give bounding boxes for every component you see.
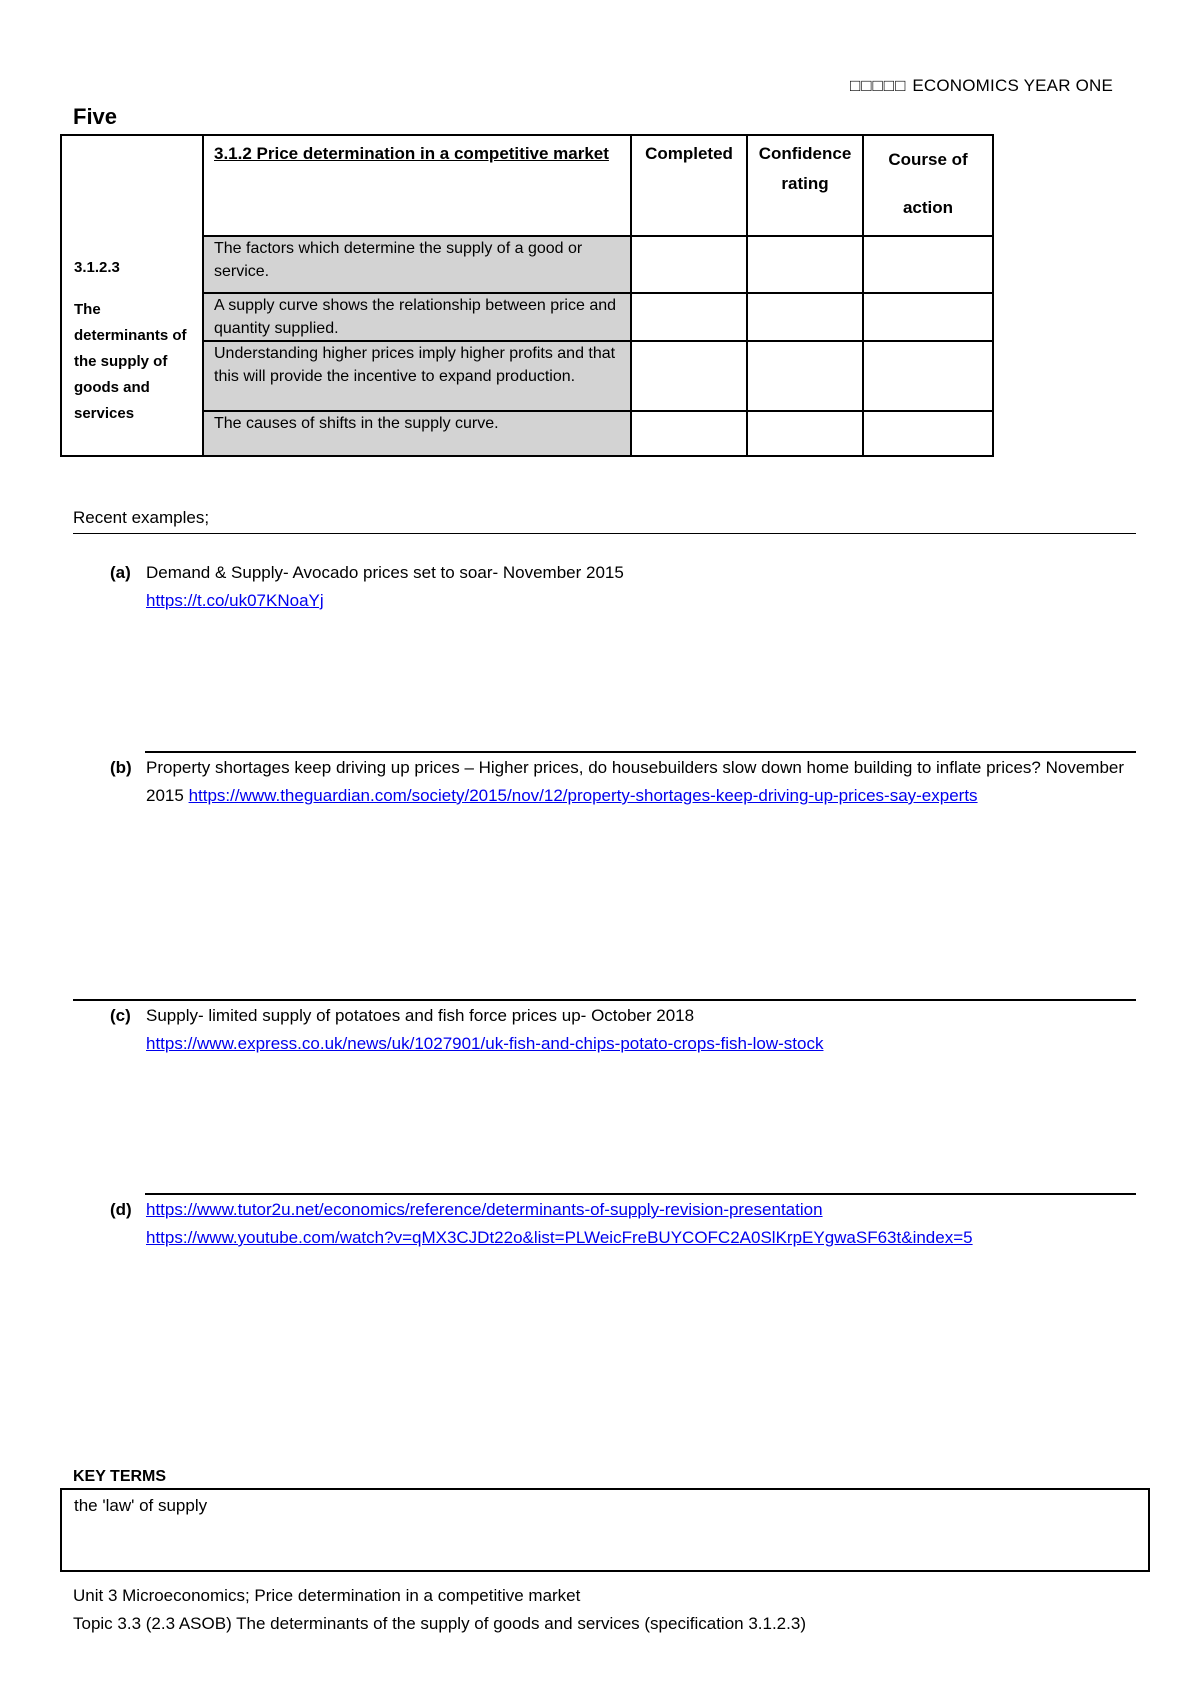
example-text: Property shortages keep driving up prices – Higher prices, do housebuilders slow down home building to inflate prices? November 2015 — [146, 758, 1125, 805]
answer-line — [145, 751, 1136, 753]
spec-description: The determinants of the supply of goods and services — [74, 300, 187, 422]
column-confidence-rating: Confidence rating — [747, 135, 863, 236]
header-placeholder-glyphs: □□□□□ — [850, 76, 907, 95]
spec-row-text: The factors which determine the supply of a good or service. — [203, 236, 631, 293]
answer-line — [73, 999, 1136, 1001]
header-course: ECONOMICS YEAR ONE — [912, 76, 1114, 95]
example-link[interactable]: https://www.youtube.com/watch?v=qMX3CJDt22o&list=PLWeicFreBUYCOFC2A0SlKrpEYgwaSF63t&index=5 — [146, 1228, 973, 1247]
spec-row-text: Understanding higher prices imply higher profits and that this will provide the incentive to expand production. — [203, 341, 631, 411]
key-terms-heading: KEY TERMS — [73, 1468, 167, 1485]
example-text: Demand & Supply- Avocado prices set to soar- November 2015 — [146, 563, 624, 582]
completed-cell[interactable] — [631, 293, 747, 341]
footer-unit: Unit 3 Microeconomics; Price determination in a competitive market — [73, 1586, 581, 1605]
example-text: Supply- limited supply of potatoes and fish force prices up- October 2018 — [146, 1006, 695, 1025]
footer-topic: Topic 3.3 (2.3 ASOB) The determinants of the supply of goods and services (specification 3.1.2.3) — [73, 1614, 806, 1633]
example-link[interactable]: https://www.express.co.uk/news/uk/1027901/uk-fish-and-chips-potato-crops-fish-low-stock — [146, 1034, 824, 1053]
example-label: (b) — [110, 758, 132, 777]
example-link[interactable]: https://www.theguardian.com/society/2015/nov/12/property-shortages-keep-driving-up-prices-say-experts — [188, 786, 978, 805]
spec-code: 3.1.2.3 — [74, 258, 120, 276]
spec-topic: 3.1.2 Price determination in a competitive market — [203, 135, 631, 236]
spec-header-row — [61, 135, 993, 236]
action-cell[interactable] — [863, 341, 993, 411]
example-label: (d) — [110, 1200, 132, 1219]
divider — [73, 533, 1136, 534]
completed-cell[interactable] — [631, 236, 747, 293]
example-label: (a) — [110, 563, 131, 582]
completed-cell[interactable] — [631, 341, 747, 411]
confidence-cell[interactable] — [747, 236, 863, 293]
spec-left-cell — [61, 135, 203, 456]
recent-examples-heading: Recent examples; — [73, 508, 210, 527]
spec-row-text: The causes of shifts in the supply curve. — [203, 411, 631, 456]
action-cell[interactable] — [863, 411, 993, 456]
key-term: the 'law' of supply — [74, 1496, 208, 1515]
confidence-cell[interactable] — [747, 411, 863, 456]
column-course-of-action: Course of action — [863, 135, 993, 236]
answer-line — [145, 1193, 1136, 1195]
spec-table — [60, 134, 994, 457]
spec-row-text: A supply curve shows the relationship between price and quantity supplied. — [203, 293, 631, 341]
example-link[interactable]: https://t.co/uk07KNoaYj — [146, 591, 324, 610]
example-label: (c) — [110, 1006, 131, 1025]
example-link[interactable]: https://www.tutor2u.net/economics/reference/determinants-of-supply-revision-presentation — [146, 1200, 823, 1219]
column-completed: Completed — [631, 135, 747, 236]
completed-cell[interactable] — [631, 411, 747, 456]
confidence-cell[interactable] — [747, 341, 863, 411]
action-cell[interactable] — [863, 293, 993, 341]
key-terms-box — [60, 1488, 1150, 1572]
confidence-cell[interactable] — [747, 293, 863, 341]
page-header — [850, 76, 1113, 96]
action-cell[interactable] — [863, 236, 993, 293]
page-title: Five — [73, 104, 118, 129]
